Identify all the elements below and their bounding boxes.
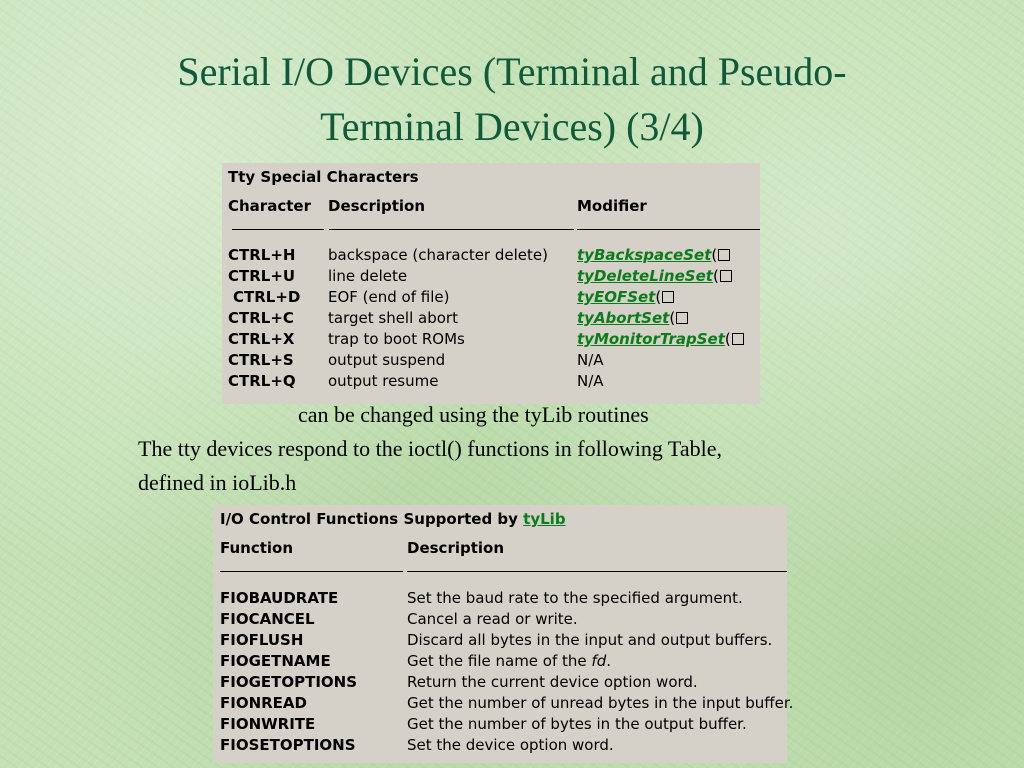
column-header-description: Description bbox=[328, 197, 426, 215]
header-rule bbox=[407, 571, 787, 572]
modifier-link[interactable]: tyBackspaceSet bbox=[577, 246, 712, 264]
modifier-cell bbox=[577, 287, 674, 308]
description-cell: Get the number of bytes in the output buffer. bbox=[407, 715, 747, 733]
tylib-link[interactable]: tyLib bbox=[523, 510, 566, 528]
title-line-2: Terminal Devices) (3/4) bbox=[320, 104, 704, 149]
description-cell: EOF (end of file) bbox=[328, 288, 450, 306]
modifier-cell bbox=[577, 266, 732, 287]
description-text: . bbox=[606, 652, 612, 670]
modifier-paren: ( bbox=[712, 267, 719, 285]
header-rule bbox=[232, 229, 324, 230]
modifier-link[interactable]: tyMonitorTrapSet bbox=[577, 330, 725, 348]
table-row bbox=[222, 266, 760, 287]
character-cell: CTRL+X bbox=[228, 330, 295, 348]
modifier-cell: N/A bbox=[577, 351, 604, 369]
table-row bbox=[213, 672, 787, 693]
modifier-paren: ( bbox=[669, 309, 676, 327]
header-rule bbox=[220, 571, 403, 572]
description-text: Get the file name of the bbox=[407, 652, 592, 670]
function-cell: FIONREAD bbox=[220, 694, 307, 712]
modifier-link[interactable]: tyEOFSet bbox=[577, 288, 656, 306]
placeholder-box-icon bbox=[720, 270, 732, 282]
io-control-functions-table bbox=[213, 505, 794, 763]
column-header-description: Description bbox=[407, 539, 505, 557]
description-cell: Set the device option word. bbox=[407, 736, 614, 754]
description-cell: line delete bbox=[328, 267, 408, 285]
routines-note: can be changed using the tyLib routines bbox=[298, 402, 649, 427]
table-row bbox=[222, 329, 760, 350]
character-cell: CTRL+Q bbox=[228, 372, 296, 390]
column-header-function: Function bbox=[220, 539, 294, 557]
placeholder-box-icon bbox=[662, 291, 674, 303]
description-emphasis: fd bbox=[591, 652, 607, 670]
table-row bbox=[213, 630, 787, 651]
table-row bbox=[213, 588, 787, 609]
character-cell: CTRL+U bbox=[228, 267, 296, 285]
character-cell: CTRL+C bbox=[228, 309, 294, 327]
table-row bbox=[213, 714, 787, 735]
modifier-cell bbox=[577, 308, 688, 329]
function-cell: FIOGETOPTIONS bbox=[220, 673, 358, 691]
placeholder-box-icon bbox=[718, 249, 730, 261]
modifier-cell bbox=[577, 245, 730, 266]
modifier-paren: ( bbox=[711, 246, 718, 264]
character-cell: CTRL+S bbox=[228, 351, 294, 369]
table-row bbox=[213, 651, 787, 672]
modifier-paren: ( bbox=[724, 330, 731, 348]
table-row bbox=[222, 308, 760, 329]
function-cell: FIOGETNAME bbox=[220, 652, 331, 670]
modifier-cell bbox=[577, 329, 744, 350]
header-rule bbox=[329, 229, 574, 230]
character-cell: CTRL+H bbox=[228, 246, 296, 264]
table-caption bbox=[220, 510, 566, 528]
function-cell: FIOFLUSH bbox=[220, 631, 304, 649]
description-cell: target shell abort bbox=[328, 309, 458, 327]
modifier-paren: ( bbox=[655, 288, 662, 306]
description-cell: output resume bbox=[328, 372, 439, 390]
modifier-link[interactable]: tyDeleteLineSet bbox=[577, 267, 713, 285]
placeholder-box-icon bbox=[676, 312, 688, 324]
function-cell: FIOBAUDRATE bbox=[220, 589, 339, 607]
description-cell: trap to boot ROMs bbox=[328, 330, 465, 348]
table-row bbox=[213, 735, 787, 756]
description-cell: output suspend bbox=[328, 351, 446, 369]
modifier-cell: N/A bbox=[577, 372, 604, 390]
caption-text: I/O Control Functions Supported by bbox=[220, 510, 524, 528]
table-row bbox=[213, 693, 794, 714]
tty-special-characters-table bbox=[222, 163, 760, 404]
description-cell bbox=[407, 651, 611, 672]
table-row bbox=[213, 609, 787, 630]
header-rule bbox=[577, 229, 760, 230]
table-row bbox=[222, 245, 760, 266]
paragraph-line-2: defined in ioLib.h bbox=[138, 470, 297, 495]
table-row bbox=[222, 287, 760, 308]
placeholder-box-icon bbox=[732, 333, 744, 345]
column-header-modifier: Modifier bbox=[577, 197, 647, 215]
column-header-character: Character bbox=[228, 197, 311, 215]
character-cell: CTRL+D bbox=[233, 288, 301, 306]
slide-title bbox=[100, 44, 924, 154]
description-cell: Get the number of unread bytes in the input buffer. bbox=[407, 694, 794, 712]
function-cell: FIOCANCEL bbox=[220, 610, 315, 628]
description-cell: Cancel a read or write. bbox=[407, 610, 578, 628]
table-caption: Tty Special Characters bbox=[228, 168, 419, 186]
function-cell: FIONWRITE bbox=[220, 715, 316, 733]
function-cell: FIOSETOPTIONS bbox=[220, 736, 356, 754]
description-cell: Return the current device option word. bbox=[407, 673, 698, 691]
description-cell: Set the baud rate to the specified argument. bbox=[407, 589, 743, 607]
description-cell: Discard all bytes in the input and output buffers. bbox=[407, 631, 773, 649]
paragraph-line-1: The tty devices respond to the ioctl() functions in following Table, bbox=[138, 436, 722, 461]
table-row bbox=[222, 371, 760, 392]
table-row bbox=[222, 350, 760, 371]
description-cell: backspace (character delete) bbox=[328, 246, 548, 264]
modifier-link[interactable]: tyAbortSet bbox=[577, 309, 670, 327]
title-line-1: Serial I/O Devices (Terminal and Pseudo- bbox=[177, 49, 847, 94]
